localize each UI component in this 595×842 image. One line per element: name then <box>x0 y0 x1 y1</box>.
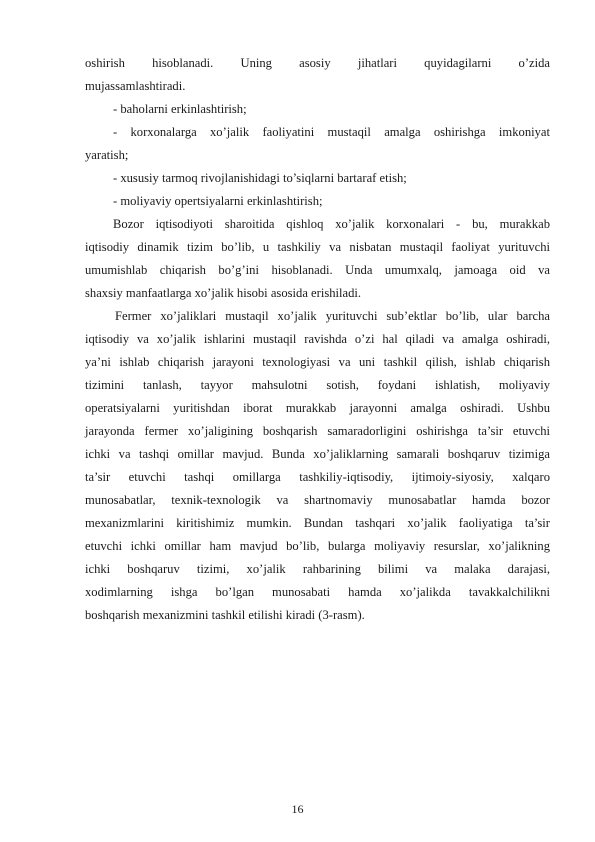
text-line: oshirish hisoblanadi. Uning asosiy jihatlari quyidagilarni o’zida <box>85 56 550 70</box>
paragraph-line: umumishlab chiqarish bo’g’ini hisoblanadi. Unda umumxalq, jamoaga oid va <box>85 263 550 277</box>
paragraph-line: mexanizmlarini kiritishimiz mumkin. Bundan tashqari xo’jalik faoliyatiga ta’sir <box>85 516 550 530</box>
paragraph-line: munosabatlar, texnik-texnologik va shartnomaviy munosabatlar hamda bozor <box>85 493 550 507</box>
paragraph-line: Fermer xo’jaliklari mustaqil xo’jalik yurituvchi sub’ektlar bo’lib, ular barcha <box>115 309 550 323</box>
paragraph-line: shaxsiy manfaatlarga xo’jalik hisobi asosida erishiladi. <box>85 286 362 300</box>
list-item: - moliyaviy opertsiyalarni erkinlashtirish; <box>113 194 323 208</box>
document-body <box>85 52 550 627</box>
paragraph-line: jarayonda fermer xo’jaligining boshqarish samaradorligini oshirishga ta’sir etuvchi <box>85 424 550 438</box>
paragraph-line: ya’ni ishlab chiqarish jarayoni texnologiyasi va uni tashkil qilish, ishlab chiqarish <box>85 355 550 369</box>
paragraph-line: iqtisodiy va xo’jalik ishlarini mustaqil ravishda o’zi hal qiladi va amalga oshiradi, <box>85 332 550 346</box>
paragraph-line: xodimlarning ishga bo’lgan munosabati hamda xo’jalikda tavakkalchilikni <box>85 585 550 599</box>
list-item: - baholarni erkinlashtirish; <box>113 102 247 116</box>
page-number: 16 <box>291 802 304 816</box>
text-line: yaratish; <box>85 148 129 162</box>
paragraph-line: etuvchi ichki omillar ham mavjud bo’lib, bularga moliyaviy resurslar, xo’jalikning <box>85 539 550 553</box>
paragraph-line: tizimini tanlash, tayyor mahsulotni sotish, foydani ishlatish, moliyaviy <box>85 378 550 392</box>
list-item: - xususiy tarmoq rivojlanishidagi to’siqlarni bartaraf etish; <box>113 171 407 185</box>
paragraph-line: boshqarish mexanizmini tashkil etilishi kiradi (3-rasm). <box>85 608 365 622</box>
paragraph-line: operatsiyalarni yuritishdan iborat murakkab jarayonni amalga oshiradi. Ushbu <box>85 401 550 415</box>
paragraph-line: ichki boshqaruv tizimi, xo’jalik rahbarining bilimi va malaka darajasi, <box>85 562 550 576</box>
text-line: mujassamlashtiradi. <box>85 79 186 93</box>
paragraph-line: iqtisodiy dinamik tizim bo’lib, u tashkiliy va nisbatan mustaqil faoliyat yurituvchi <box>85 240 550 254</box>
paragraph-line: ta’sir etuvchi tashqi omillarga tashkiliy-iqtisodiy, ijtimoiy-siyosiy, xalqaro <box>85 470 550 484</box>
paragraph-line: ichki va tashqi omillar mavjud. Bunda xo’jaliklarning samarali boshqaruv tizimiga <box>85 447 550 461</box>
paragraph-line: Bozor iqtisodiyoti sharoitida qishloq xo’jalik korxonalari - bu, murakkab <box>113 217 550 231</box>
list-item: - korxonalarga xo’jalik faoliyatini mustaqil amalga oshirishga imkoniyat <box>113 125 550 139</box>
